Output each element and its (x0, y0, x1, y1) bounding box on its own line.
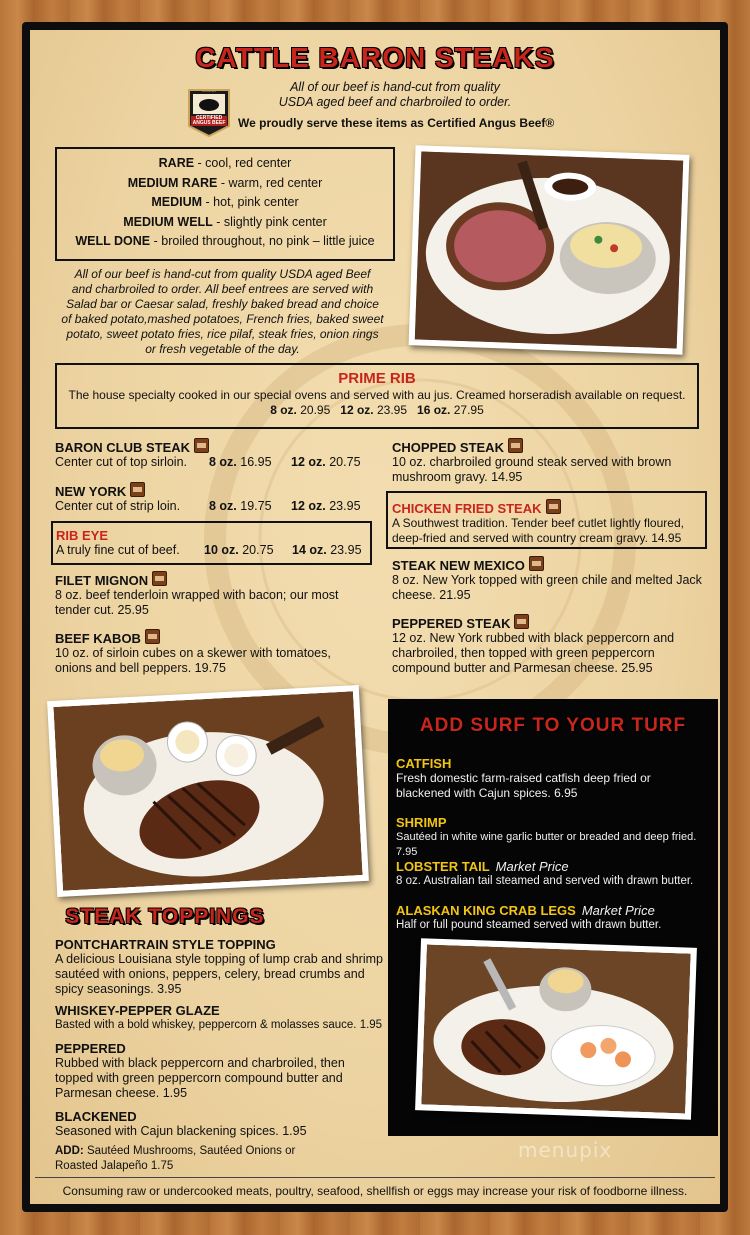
item-name-text: STEAK NEW MEXICO (392, 558, 525, 573)
item-name (392, 614, 712, 631)
sides-note-line: potato, sweet potato fries, rice pilaf, steak fries, onion rings (66, 327, 379, 341)
intro-line-2: USDA aged beef and charbroiled to order. (278, 95, 512, 109)
item-name (55, 482, 375, 499)
item-desc-line: tender cut. 25.95 (55, 603, 149, 617)
item-name (392, 499, 705, 516)
item-name-text: CHICKEN FRIED STEAK (392, 501, 542, 516)
surf-item-desc: Sautéed in white wine garlic butter or breaded and deep fried. 7.95 (396, 831, 697, 858)
intro-line-1: All of our beef is hand-cut from quality (290, 80, 500, 94)
item-name-text: RIB EYE (56, 528, 109, 543)
topping-whiskey-pepper-glaze (55, 1003, 395, 1033)
cab-badge-icon (130, 482, 145, 497)
cab-badge-icon (145, 629, 160, 644)
price-size: 12 oz. (291, 455, 326, 469)
menu-item-peppered-steak (392, 614, 712, 676)
item-desc-line: cheese. 21.95 (392, 588, 471, 602)
topping-name: PONTCHARTRAIN STYLE TOPPING (55, 937, 276, 952)
surf-item-lobster-tail (396, 859, 716, 889)
doneness-term: WELL DONE (75, 234, 151, 248)
price-size: 16 oz. (417, 403, 451, 417)
doneness-desc: - slightly pink center (212, 214, 327, 229)
menu-item-filet-mignon (55, 571, 375, 618)
doneness-term: MEDIUM WELL (123, 214, 213, 229)
item-name (55, 629, 375, 646)
menu-page (30, 30, 720, 1204)
doneness-rare (57, 154, 393, 174)
menupix-watermark: menupix (518, 1138, 613, 1162)
sides-note-line: and charbroiled to order. All beef entrees are served with (71, 282, 374, 296)
menu-item-baron-club-steak (55, 438, 375, 469)
item-desc: Center cut of top sirloin. (55, 455, 188, 469)
logo-top-text: BRAND (201, 88, 216, 93)
surf-item-desc: Half or full pound steamed served with drawn butter. (396, 919, 662, 931)
menu-title: CATTLE BARON STEAKS (195, 42, 555, 73)
doneness-medium-well (57, 213, 393, 233)
price-value: 27.95 (453, 403, 484, 417)
menu-item-new-york (55, 482, 375, 513)
doneness-medium-rare (57, 174, 393, 194)
cab-badge-icon (194, 438, 209, 453)
surf-title: ADD SURF TO YOUR TURF (419, 715, 687, 736)
topping-desc-line: Basted with a bold whiskey, peppercorn & molasses sauce. 1.95 (55, 1019, 383, 1031)
price-value: 23.95 (330, 543, 362, 557)
price-size: 8 oz. (209, 455, 237, 469)
add-label: ADD: (55, 1145, 84, 1157)
doneness-desc: - hot, pink center (202, 195, 299, 209)
item-name-text: PEPPERED STEAK (392, 616, 511, 631)
sides-note-line: All of our beef is hand-cut from quality USDA aged Beef (74, 267, 371, 281)
price-size: 10 oz. (204, 543, 239, 557)
price-size: 12 oz. (291, 499, 326, 513)
surf-item-desc: Fresh domestic farm-raised catfish deep fried or (396, 771, 651, 785)
menu-item-rib-eye (51, 521, 372, 565)
surf-item-king-crab (396, 903, 716, 933)
steak-toppings-title: STEAK TOPPINGS (65, 905, 265, 928)
market-price: Market Price (495, 859, 569, 874)
price-value: 23.95 (376, 403, 408, 417)
certified-angus-beef-logo (185, 86, 233, 138)
item-name (392, 556, 712, 573)
prime-rib-photo (409, 145, 690, 354)
topping-add-ons (55, 1144, 385, 1174)
topping-desc-line: spicy seasonings. 3.95 (55, 982, 182, 996)
price-value: 19.75 (240, 499, 272, 513)
topping-pontchartrain (55, 937, 385, 997)
item-desc: Center cut of strip loin. (55, 499, 181, 513)
topping-desc-line: Seasoned with Cajun blackening spices. 1.95 (55, 1124, 307, 1138)
doneness-well-done (57, 232, 393, 252)
price-value: 23.95 (329, 499, 361, 513)
item-name (55, 438, 375, 455)
item-desc-line: 12 oz. New York rubbed with black peppercorn and (392, 631, 675, 645)
prime-rib-prices (57, 403, 697, 418)
prime-rib-box (55, 363, 699, 429)
price-value: 20.95 (300, 403, 331, 417)
surf-item-name: SHRIMP (396, 815, 447, 830)
topping-desc-line: topped with green peppercorn compound butter and (55, 1071, 343, 1085)
cab-statement: We proudly serve these items as Certified Angus Beef® (238, 116, 555, 130)
surf-item-name: CATFISH (396, 756, 452, 771)
add-desc-line: Roasted Jalapeño 1.75 (55, 1160, 174, 1172)
surf-turf-plate-image (421, 944, 690, 1113)
sirloin-steak-photo (47, 685, 369, 897)
price-size: 14 oz. (292, 543, 327, 557)
cab-badge-icon (546, 499, 561, 514)
price-value: 20.75 (242, 543, 274, 557)
food-safety-warning: Consuming raw or undercooked meats, poultry, seafood, shellfish or eggs may increase your risk of foodborne illness. (62, 1184, 688, 1198)
topping-desc-line: A delicious Louisiana style topping of lump crab and shrimp (55, 952, 383, 966)
sides-note-line: Salad bar or Caesar salad, freshly baked bread and choice (66, 297, 379, 311)
prime-rib-desc: The house specialty cooked in our special ovens and served with au jus. Creamed horseradish available on request. (68, 388, 686, 402)
item-desc-line: compound butter and Parmesan cheese. 25.95 (392, 661, 653, 675)
price-value: 20.75 (329, 455, 361, 469)
doneness-medium (57, 193, 393, 213)
item-desc-line: 10 oz. of sirloin cubes on a skewer with tomatoes, (55, 646, 331, 660)
item-desc-line: mushroom gravy. 14.95 (392, 470, 523, 484)
topping-desc-line: sautéed with onions, peppers, celery, bread crumbs and (55, 967, 365, 981)
topping-name: BLACKENED (55, 1109, 137, 1124)
doneness-desc: - cool, red center (194, 156, 292, 170)
price-size: 8 oz. (270, 403, 297, 417)
doneness-term: MEDIUM RARE (127, 175, 218, 190)
item-desc-line: 10 oz. charbroiled ground steak served with brown (392, 455, 672, 469)
menu-item-steak-new-mexico (392, 556, 712, 603)
surf-item-desc: 8 oz. Australian tail steamed and served with drawn butter. (396, 875, 694, 887)
price-value: 16.95 (240, 455, 272, 469)
item-name (392, 438, 712, 455)
market-price: Market Price (581, 903, 655, 918)
item-desc-line: onions and bell peppers. 19.75 (55, 661, 226, 675)
topping-name: WHISKEY-PEPPER GLAZE (55, 1003, 220, 1018)
topping-name: PEPPERED (55, 1041, 126, 1056)
price-size: 8 oz. (209, 499, 237, 513)
item-desc-line: charbroiled, then topped with green peppercorn (392, 646, 655, 660)
cab-badge-icon (508, 438, 523, 453)
doneness-desc: - warm, red center (217, 175, 323, 190)
item-name-text: FILET MIGNON (55, 573, 149, 588)
prime-rib-title: PRIME RIB (338, 370, 416, 387)
sides-note (50, 267, 395, 357)
topping-peppered (55, 1041, 385, 1101)
cab-badge-icon (514, 614, 529, 629)
cab-badge-icon (529, 556, 544, 571)
item-name (55, 571, 375, 588)
menu-item-chicken-fried-steak (386, 491, 707, 549)
surf-item-name: LOBSTER TAIL (396, 859, 490, 874)
sides-note-line: of baked potato,mashed potatoes, French fries, baked sweet (61, 312, 384, 326)
item-desc-line: deep-fried and served with country cream gravy. 14.95 (392, 531, 682, 545)
item-name-text: BEEF KABOB (55, 631, 141, 646)
doneness-term: RARE (158, 156, 195, 170)
surf-item-desc: blackened with Cajun spices. 6.95 (396, 786, 578, 800)
surf-item-catfish (396, 756, 714, 801)
prime-rib-plate-image (415, 151, 683, 348)
doneness-guide (55, 147, 395, 261)
item-desc-line: 8 oz. beef tenderloin wrapped with bacon; our most (55, 588, 339, 602)
item-desc-line: 8 oz. New York topped with green chile and melted Jack (392, 573, 702, 587)
logo-text-2: ANGUS BEEF (192, 120, 226, 126)
item-name-text: CHOPPED STEAK (392, 440, 504, 455)
surf-and-turf-panel (388, 699, 718, 1136)
item-desc: A truly fine cut of beef. (56, 543, 180, 557)
cab-badge-icon (152, 571, 167, 586)
menu-item-chopped-steak (392, 438, 712, 485)
topping-desc-line: Parmesan cheese. 1.95 (55, 1086, 188, 1100)
price-size: 12 oz. (340, 403, 374, 417)
logo-text-1: CERTIFIED (195, 115, 223, 121)
item-name-text: NEW YORK (55, 484, 127, 499)
item-desc-line: A Southwest tradition. Tender beef cutlet lightly floured, (392, 516, 684, 530)
item-name-text: BARON CLUB STEAK (55, 440, 191, 455)
menu-item-beef-kabob (55, 629, 375, 676)
steak-plate-image (53, 691, 362, 890)
footer-divider (35, 1177, 715, 1178)
topping-desc-line: Rubbed with black peppercorn and charbroiled, then (55, 1056, 345, 1070)
surf-item-shrimp (396, 815, 716, 860)
surf-turf-photo (415, 938, 697, 1120)
topping-blackened (55, 1109, 385, 1139)
doneness-term: MEDIUM (151, 195, 203, 209)
add-desc: Sautéed Mushrooms, Sautéed Onions or (83, 1145, 296, 1157)
sides-note-line: or fresh vegetable of the day. (145, 342, 300, 356)
doneness-desc: - broiled throughout, no pink – little juice (150, 234, 375, 248)
surf-item-name: ALASKAN KING CRAB LEGS (396, 903, 576, 918)
